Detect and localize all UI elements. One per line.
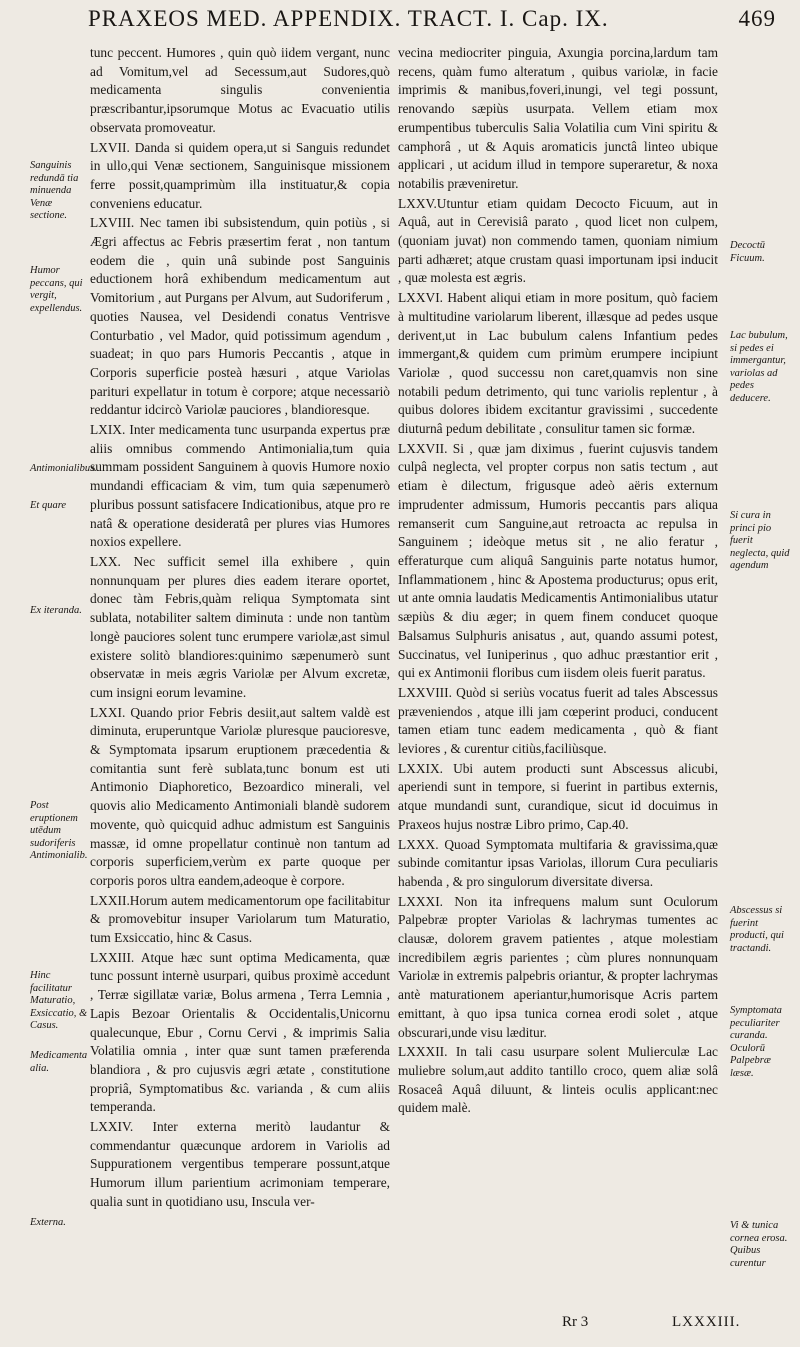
paragraph: LXXVII. Si , quæ jam diximus , fuerint cujusvis tandem culpâ neglecta, vel propter corpus non satis tectum , aut etiam è dilectum, frigusque adeò aëris externum imprudenter admissum, Humoris peccantis pars aliqua remanserit cum Sanguine,aut retroacta ac repulsa in Sanguinem ; ideòque metus sit , ne alio feratur , efferaturque cum aliquâ Sanguinis parte notatus humor, Inflammationem , hinc & Apostema producturus; opus erit, ut ante omnia laudatis Medicamentis Antimonialibus utatur sæpiùs & diu æger; in quem finem conducet quoque Balsamus Sulphuris anisatus , aut, quando assumi potest, Succinatus, vel Iuniperinus , quo adhuc præstantior erit , qui ex Antimonii floribus cum iisdem oleis fuerit paratus. [398, 440, 718, 681]
paragraph: LXXIV. Inter externa meritò laudantur & commendantur quæcunque ardorem in Variolis ad Suppurationem vergentibus temperare possunt,atque Humorum illum parientium acrimoniam temperare, qualia sunt in quotidiano usu, Inscula ver- [90, 1119, 390, 1209]
margin-note: Abscessus si fuerint producti, qui tractandi. [730, 905, 784, 954]
paragraph: LXXVIII. Quòd si seriùs vocatus fuerit ad tales Abscessus præveniendos , atque illi jam cœperint produci, conducent tamen etiam tunc eadem medicamenta , quò & fiant leviores , & curentur citiùs,faciliùsque. [398, 684, 718, 757]
margin-note: Post eruptionem utēdum sudoriferis Antimonialib. [30, 800, 88, 861]
margin-note: Sanguinis redundā tia minuenda Venæ sectione. [30, 160, 79, 221]
paragraph: LXXVI. Habent aliqui etiam in more positum, quò faciem à multitudine variolarum liberent, illæsque ad pedes usque derivent,ut in Lac bubulum calens Infantium pedes immergant,& quidem cum primùm erumpere incipiunt Variolæ , quod successu non caret,quamvis non sine notabili pedum detrimento, qui tunc variolis replentur , à quibus dolores ibidem excitantur gravissimi , succedente diuturnâ pedum debilitate , consulitur tamen sic formæ. [398, 290, 718, 437]
running-title: PRAXEOS MED. APPENDIX. TRACT. I. Cap. IX. [88, 6, 609, 31]
paragraph: LXXIX. Ubi autem producti sunt Abscessus alicubi, aperiendi sunt in tempore, si fuerint in partibus externis, atque mundandi sunt, curandique, sicut id docuimus in Praxeos hujus nostræ Libro primo, Cap.40. [398, 760, 718, 832]
margin-note: Humor peccans, qui vergit, expellendus. [30, 265, 83, 314]
margin-note: Medicamenta alia. [30, 1050, 88, 1074]
margin-note: Et quare [30, 500, 67, 511]
margin-note: Ex iteranda. [30, 605, 82, 616]
margin-note: Antimonialibus. [30, 463, 97, 474]
paragraph: LXX. Nec sufficit semel illa exhibere , quin nonnunquam per plures dies eadem iterare oportet, donec tàm Febris,quàm reliqua Symptomata sint sublata, notabiliter saltem diminuta : unde non tantùm longè pauciores solent tunc erumpere variolæ,ast simul existere solitò blandiores:quinimo sæpenumerò sunt observatæ in meis ægris Variolæ per Alvum excretæ, cum insigni eorum levamine. [90, 553, 390, 700]
paragraph: LXXIII. Atque hæc sunt optima Medicamenta, quæ tunc possunt internè usurpari, quibus proximè accedunt , Terræ sigillatæ variæ, Bolus armena , Terra Lemnia , Lapis Bezoar Orientalis & Occidentalis,Unicornu qualecunque, Ebur , Cornu Cervi , & imprimis Salia Volatilia omnia , inter quæ sunt tamen præferenda blandiora , & pro cujusvis ægri ætate , constitutione propriâ, Symptomatibus &c. varianda , & cum aliis temperanda. [90, 949, 390, 1115]
signature-mark: Rr 3 [562, 1314, 589, 1330]
paragraph: LXXV.Utuntur etiam quidam Decocto Ficuum, aut in Aquâ, aut in Cerevisiâ parato , quod licet non culpem, (quoniam juvat) non commendo tamen, quoniam nimium parti adhæret; atque crustam quasi importunam ipsi inducit , quæ molesta est ægris. [398, 195, 718, 286]
margin-note: Lac bubulum, si pedes ei immergantur, variolas ad pedes deducere. [730, 330, 788, 404]
paragraph: LXXXI. Non ita infrequens malum sunt Oculorum Palpebræ propter Variolas & lachrymas tumentes ac clausæ, dolorem gravem patientes , atque molestiam incredibilem ægris parientes ; cùm plures nonnunquam Variolæ in extremis palpebris oriantur, & propter lachrymas antè maturationem aperiantur,humorisque Acris partem emittant, à quo ipsa tunica cornea erodi solet , atque obscurari,unde visu læditur. [398, 893, 719, 1040]
margin-note: Si cura in princi pio fuerit neglecta, quid agendum [730, 510, 790, 571]
paragraph: tunc peccent. Humores , quin quò iidem vergant, nunc ad Vomitum,vel ad Secessum,aut Sudores,quò medicamenta singulis convenientia præscribantur,ipsorumque Motus ac Evacuatio utilis observata promoveatur. [90, 45, 390, 135]
paragraph: LXXII.Horum autem medicamentorum ope facilitabitur & promovebitur insuper Variolarum tum Maturatio, tum Exsiccatio, hinc & Casus. [90, 892, 390, 946]
paragraph: LXXI. Quando prior Febris desiit,aut saltem valdè est diminuta, eruperuntque Variolæ pluresque paucioresve, & Symptomata ipsarum eruptionem præcedentia & comitantia sunt ferè sublata,tunc bonum est uti Antimonio Diaphoretico, Bezoardico minerali, vel quovis alio Medicamento Antimoniali blandè sudorem movente, quò quicquid adhuc admistum est Sanguinis massæ, id omne propellatur continuè non tantum ad corporis superficiem,verùm ex parte quoque per corporis poros ultra eandem,adeoque è corpore. [90, 704, 390, 888]
margin-note: Hinc facilitatur Maturatio, Exsiccatio, & Casus. [30, 970, 88, 1031]
running-head [28, 0, 788, 40]
page-footer [0, 1312, 800, 1340]
paragraph: LXVII. Danda si quidem opera,ut si Sanguis redundet in ullo,qui Venæ sectionem, Sanguinisque missionem ferre possit,quamprimùm illa instituatur,& copia conveniens educatur. [90, 139, 390, 211]
paragraph: LXXX. Quoad Symptomata multifaria & gravissima,quæ subinde comitantur ipsas Variolas, illorum Cura peculiaris habenda , & pro singulorum diversitate diversa. [398, 836, 718, 889]
paragraph: LXXXII. In tali casu usurpare solent Mulierculæ Lac muliebre solum,aut addito tantillo croco, quem aliæ solâ Rosaceâ Aquâ diluunt, & linteis oculis applicant:nec quidem malè. [398, 1044, 718, 1116]
margin-note: Decoctū Ficuum. [730, 240, 765, 264]
left-column [90, 44, 390, 1294]
margin-note: Vi & tunica cornea erosa. Quibus curentur [730, 1220, 788, 1269]
margin-note: Externa. [30, 1217, 66, 1228]
paragraph: vecina mediocriter pinguia, Axungia porcina,lardum tam recens, quàm fumo alteratum , quibus variolæ, in facie imprimis & manibus,foveri,inungi, vel tegi possunt, renovando sæpiùs usurpata. Vellem etiam mox erumpentibus tuberculis Salia Volatilia cum Vini spiritu & camphorâ , ut & Aquis aromaticis junctâ linteo ubique applicari , ut acidum illud in tempore superaretur, & noxa notabilis præveniretur. [398, 45, 718, 191]
margin-note: Symptomata peculiariter curanda. Oculorū Palpebræ læsæ. [730, 1005, 782, 1079]
right-column [398, 44, 718, 1294]
paragraph: LXIX. Inter medicamenta tunc usurpanda expertus præ aliis omnibus commendo Antimonialia,tum quia summam possident Sanguinem à quovis Humore noxio mundandi efficaciam & vim, tum quia sæpenumerò pluribus possunt satisfacere Indicationibus, atque pro re natâ & operatione desideratâ per plures vias Humores noxios expellere. [90, 422, 390, 550]
catchword: LXXXIII. [672, 1314, 741, 1330]
paragraph: LXVIII. Nec tamen ibi subsistendum, quin potiùs , si Ægri affectus ac Febris præsertim ferat , non tantum eodem die , quin unâ subinde post Sanguinis eductionem horâ exhibendum medicamentum aut Vomitorium , aut Purgans per Alvum, aut Sudoriferum , quoties Nausea, vel Desidendi conatus Ventrisve Conturbatio , vel Mador, quid potissimum agendum , suadeat; in quo pars Humoris Peccantis , atque in Corporis superficie posteà hæsuri , atque Variolas parituri expellatur in totum è corpore; atque necessariò reddantur idcircò Variolæ pauciores , blandioresque. [90, 215, 390, 418]
page-number: 469 [738, 6, 776, 31]
